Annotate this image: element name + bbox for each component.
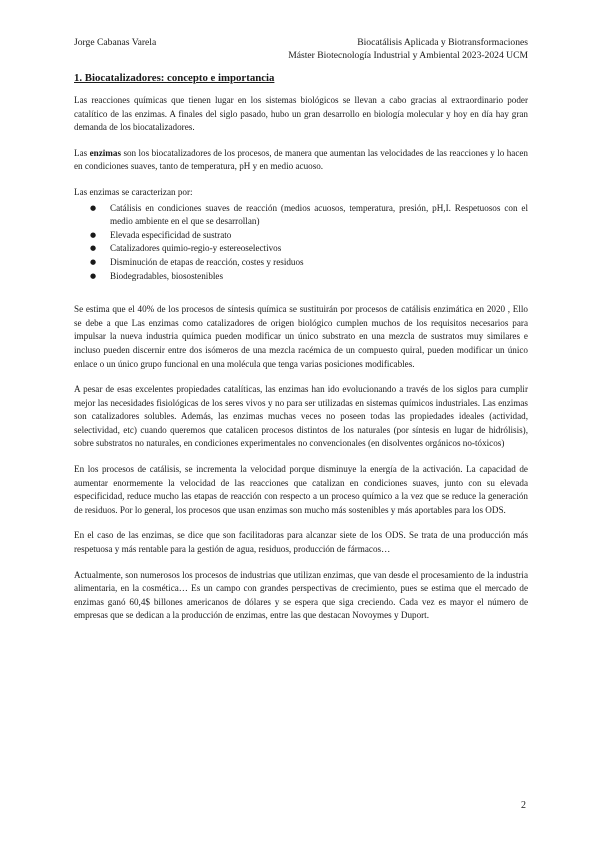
bold-term-enzimas: enzimas <box>89 147 122 158</box>
paragraph-text: son los biocatalizadores de los procesos, de manera que aumentan las velocidades de las reacciones y lo hacen en condiciones suaves, tanto de temperatura, pH y en medio acuoso. <box>74 147 528 172</box>
paragraph-intro: Las reacciones químicas que tienen lugar en los sistemas biológicos se llevan a cabo gracias al extraordinario poder catalítico de las enzimas. A finales del siglo pasado, hubo un gran desarrollo en biología molecular y hoy en día hay gran demanda de los biocatalizadores. <box>74 95 528 133</box>
paragraph-industry: Actualmente, son numerosos los procesos de industrias que utilizan enzimas, que van desde el procesamiento de la industria alimentaria, en la cosmética… Es un campo con grandes perspectivas de crecimiento, pues se estima que el mercado de enzimas ganó 60,4$ billones americanos de dólares y se espera que siga creciendo. Cada vez es mayor el número de empresas que se dedican a la producción de enzimas, entre las que destacan Novoymes y Duport. <box>74 569 528 621</box>
course-title: Biocatálisis Aplicada y Biotransformaciones <box>357 37 528 48</box>
paragraph-estimate: Se estima que el 40% de los procesos de síntesis química se sustituirán por procesos de catálisis enzimática en 2020 , Ello se debe a que Las enzimas como catalizadores de origen biológico cumplen muchos de los requisitos necesarios para impulsar la nueva industria química pueden modificar un único substrato en una mezcla de sustratos muy similares e incluso pueden discernir entre dos isómeros de una mezcla racémica de un compuesto quiral, pueden modificar un único enlace o un único grupo funcional en una molécula que tenga varias posiciones modificables. <box>74 304 528 369</box>
paragraph-ods: En el caso de las enzimas, se dice que son facilitadoras para alcanzar siete de los ODS. Se trata de una producción más respetuosa y más rentable para la gestión de agua, residuos, producción de fármacos… <box>74 530 528 555</box>
author-name: Jorge Cabanas Varela <box>74 37 157 48</box>
program-title: Máster Biotecnología Industrial y Ambiental 2023-2024 UCM <box>288 50 528 61</box>
list-item: ● Catalizadores quimio-regio-y estereoselectivos <box>74 242 528 256</box>
paragraph-text: Las <box>74 147 90 158</box>
paragraph-enzymes-definition <box>74 147 528 174</box>
list-item: ● Catálisis en condiciones suaves de reacción (medios acuosos, temperatura, presión, pH,I. Respetuosos con el medio ambiente en el que se desarrollan) <box>74 202 528 229</box>
list-item: ● Disminución de etapas de reacción, costes y residuos <box>74 256 528 270</box>
paragraph-catalysis: En los procesos de catálisis, se incrementa la velocidad porque disminuye la energía de la activación. La capacidad de aumentar enormemente la velocidad de las reacciones que catalizan en condiciones suaves, junto con su elevada especificidad, reduce mucho las etapas de reacción con respecto a un proceso químico a la vez que se reduce la generación de residuos. Por lo general, los procesos que usan enzimas son mucho más sostenibles y más aportables para los ODS. <box>74 464 528 515</box>
page-number: 2 <box>521 800 526 811</box>
paragraph-evolution: A pesar de esas excelentes propiedades catalíticas, las enzimas han ido evolucionando a través de los siglos para cumplir mejor las necesidades fisiológicas de los seres vivos y no para ser utilizadas en sistemas químicos industriales. Las enzimas son catalizadores solubles. Además, las enzimas muchas veces no poseen todas las propiedades ideales (actividad, selectividad, etc) cuando queremos que catalicen procesos distintos de los naturales (por síntesis en lugar de hidrólisis), sobre substratos no naturales, en condiciones experimentales no convencionales (en disolventes orgánicos no-tóxicos) <box>74 384 528 449</box>
list-item: ● Biodegradables, biosostenibles <box>74 270 528 284</box>
paragraph-characteristics-intro: Las enzimas se caracterizan por: <box>74 186 193 197</box>
document-body <box>74 71 528 635</box>
section-title: 1. Biocatalizadores: concepto e importancia <box>74 72 275 84</box>
characteristics-list <box>74 202 528 284</box>
list-item: ● Elevada especificidad de sustrato <box>74 229 528 243</box>
course-info <box>288 36 528 62</box>
